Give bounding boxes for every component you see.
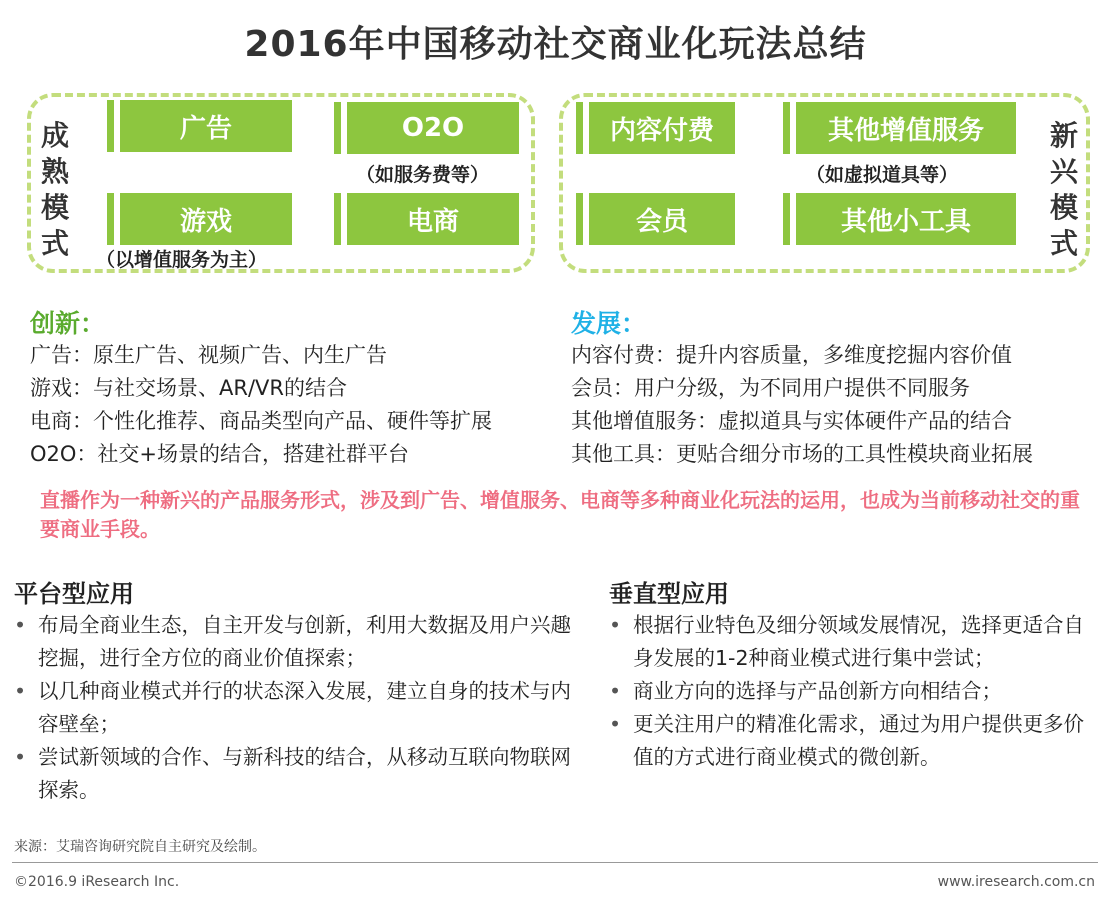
- live-streaming-highlight: 直播作为一种新兴的产品服务形式，涉及到广告、增值服务、电商等多种商业化玩法的运用，也成为当前移动社交的重要商业手段。: [40, 488, 1080, 541]
- box-membership: 会员: [589, 193, 735, 245]
- development-heading: 发展：: [571, 309, 647, 338]
- innovation-line: 游戏：与社交场景、AR/VR的结合: [30, 376, 347, 400]
- page-title: 2016年中国移动社交商业化玩法总结: [244, 24, 867, 65]
- vertical-apps-heading: 垂直型应用: [609, 580, 729, 608]
- website-link[interactable]: www.iresearch.com.cn: [937, 874, 1095, 890]
- list-item: • 布局全商业生态，自主开发与创新，利用大数据及用户兴趣挖掘，进行全方位的商业价值探索；: [14, 609, 579, 675]
- innovation-line: O2O：社交+场景的结合，搭建社群平台: [30, 442, 410, 466]
- development-line: 其他增值服务：虚拟道具与实体硬件产品的结合: [571, 409, 1012, 433]
- development-line: 会员：用户分级，为不同用户提供不同服务: [571, 376, 970, 400]
- box-paid-content: 内容付费: [589, 102, 735, 154]
- innovation-list: [30, 339, 492, 471]
- innovation-heading: 创新：: [30, 309, 106, 338]
- mature-models-label: 成 熟 模 式: [40, 119, 69, 260]
- box-ecommerce: 电商: [347, 193, 519, 245]
- box-other-value-added: 其他增值服务: [796, 102, 1016, 154]
- vertical-apps-list: [609, 609, 1104, 774]
- platform-apps-heading: 平台型应用: [14, 580, 134, 608]
- development-line: 内容付费：提升内容质量，多维度挖掘内容价值: [571, 343, 1012, 367]
- box-other-tools: 其他小工具: [796, 193, 1016, 245]
- development-line: 其他工具：更贴合细分市场的工具性模块商业拓展: [571, 442, 1033, 466]
- box-o2o: O2O: [347, 102, 519, 154]
- list-item: • 根据行业特色及细分领域发展情况，选择更适合自身发展的1-2种商业模式进行集中尝试；: [609, 609, 1104, 675]
- list-item: • 更关注用户的精准化需求，通过为用户提供更多价值的方式进行商业模式的微创新。: [609, 708, 1104, 774]
- development-list: [571, 339, 1033, 471]
- box-advertising: 广告: [120, 100, 292, 152]
- platform-apps-list: [14, 609, 579, 807]
- copyright: ©2016.9 iResearch Inc.: [14, 874, 180, 890]
- footer-divider: [12, 862, 1098, 863]
- source-note: 来源：艾瑞咨询研究院自主研究及绘制。: [14, 839, 266, 855]
- note-value-added: （如虚拟道具等）: [806, 164, 959, 186]
- list-item: • 尝试新领域的合作、与新科技的结合，从移动互联向物联网探索。: [14, 741, 579, 807]
- note-o2o: （如服务费等）: [356, 164, 490, 186]
- list-item: • 以几种商业模式并行的状态深入发展，建立自身的技术与内容壁垒；: [14, 675, 579, 741]
- list-item: • 商业方向的选择与产品创新方向相结合；: [609, 675, 1104, 708]
- box-game: 游戏: [120, 193, 292, 245]
- innovation-line: 电商：个性化推荐、商品类型向产品、硬件等扩展: [30, 409, 492, 433]
- emerging-models-label: 新 兴 模 式: [1049, 119, 1078, 260]
- note-game: （以增值服务为主）: [96, 249, 268, 271]
- innovation-line: 广告：原生广告、视频广告、内生广告: [30, 343, 387, 367]
